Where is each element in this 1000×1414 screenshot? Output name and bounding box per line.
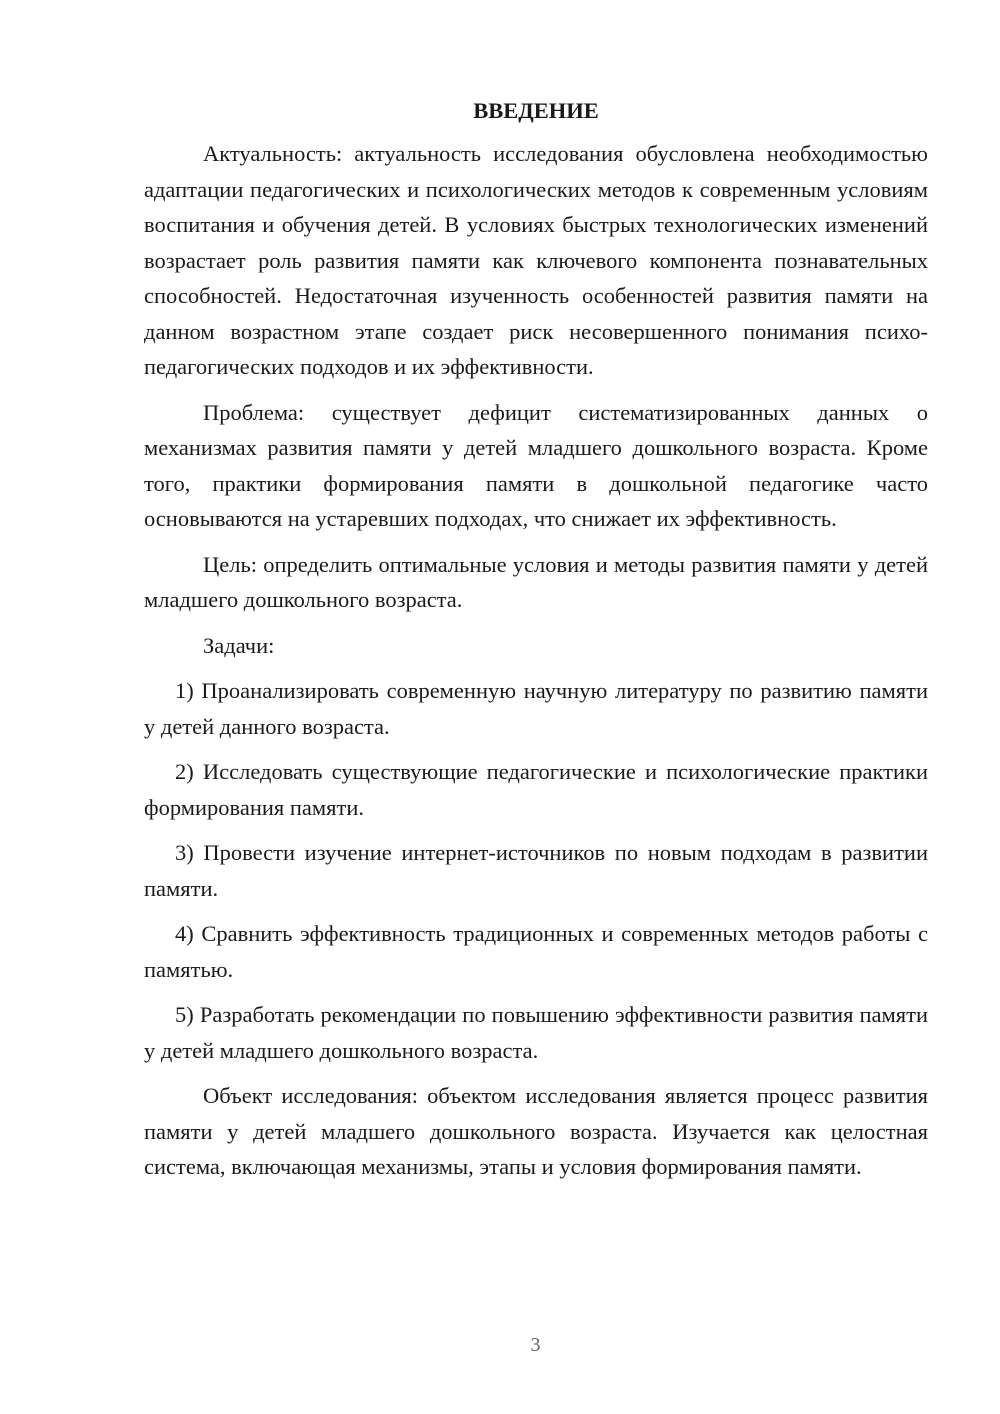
page-number: 3 [530, 1334, 541, 1356]
goal-paragraph: Цель: определить оптимальные условия и методы развития памяти у детей младшего дошкольного возраста. [144, 551, 928, 612]
document-page [144, 92, 928, 1185]
task-item: 5) Разработать рекомендации по повышению эффективности развития памяти у детей младшего дошкольного возраста. [144, 1002, 928, 1063]
task-item: 3) Провести изучение интернет-источников по новым подходам в развитии памяти. [144, 840, 928, 901]
section-heading: ВВЕДЕНИЕ [473, 98, 599, 123]
problem-paragraph: Проблема: существует дефицит систематизированных данных о механизмах развития памяти у детей младшего дошкольного возраста. Кроме того, практики формирования памяти в дошкольной педагогике часто основываются на устаревших подходах, что снижает их эффективность. [144, 399, 928, 531]
object-paragraph: Объект исследования: объектом исследования является процесс развития памяти у детей младшего дошкольного возраста. Изучается как целостная система, включающая механизмы, этапы и условия формирования памяти. [144, 1083, 928, 1179]
task-item: 2) Исследовать существующие педагогические и психологические практики формирования памяти. [144, 759, 928, 820]
tasks-heading: Задачи: [203, 632, 275, 658]
task-item: 4) Сравнить эффективность традиционных и современных методов работы с памятью. [144, 921, 928, 982]
relevance-paragraph: Актуальность: актуальность исследования обусловлена необходимостью адаптации педагогических и психологических методов к современным условиям воспитания и обучения детей. В условиях быстрых технологических изменений возрастает роль развития памяти как ключевого компонента познавательных способностей. Недостаточная изученность особенностей развития памяти на данном возрастном этапе создает риск несовершенного понимания психо-педагогических подходов и их эффективности. [144, 141, 928, 379]
task-item: 1) Проанализировать современную научную литературу по развитию памяти у детей данного возраста. [144, 678, 928, 739]
